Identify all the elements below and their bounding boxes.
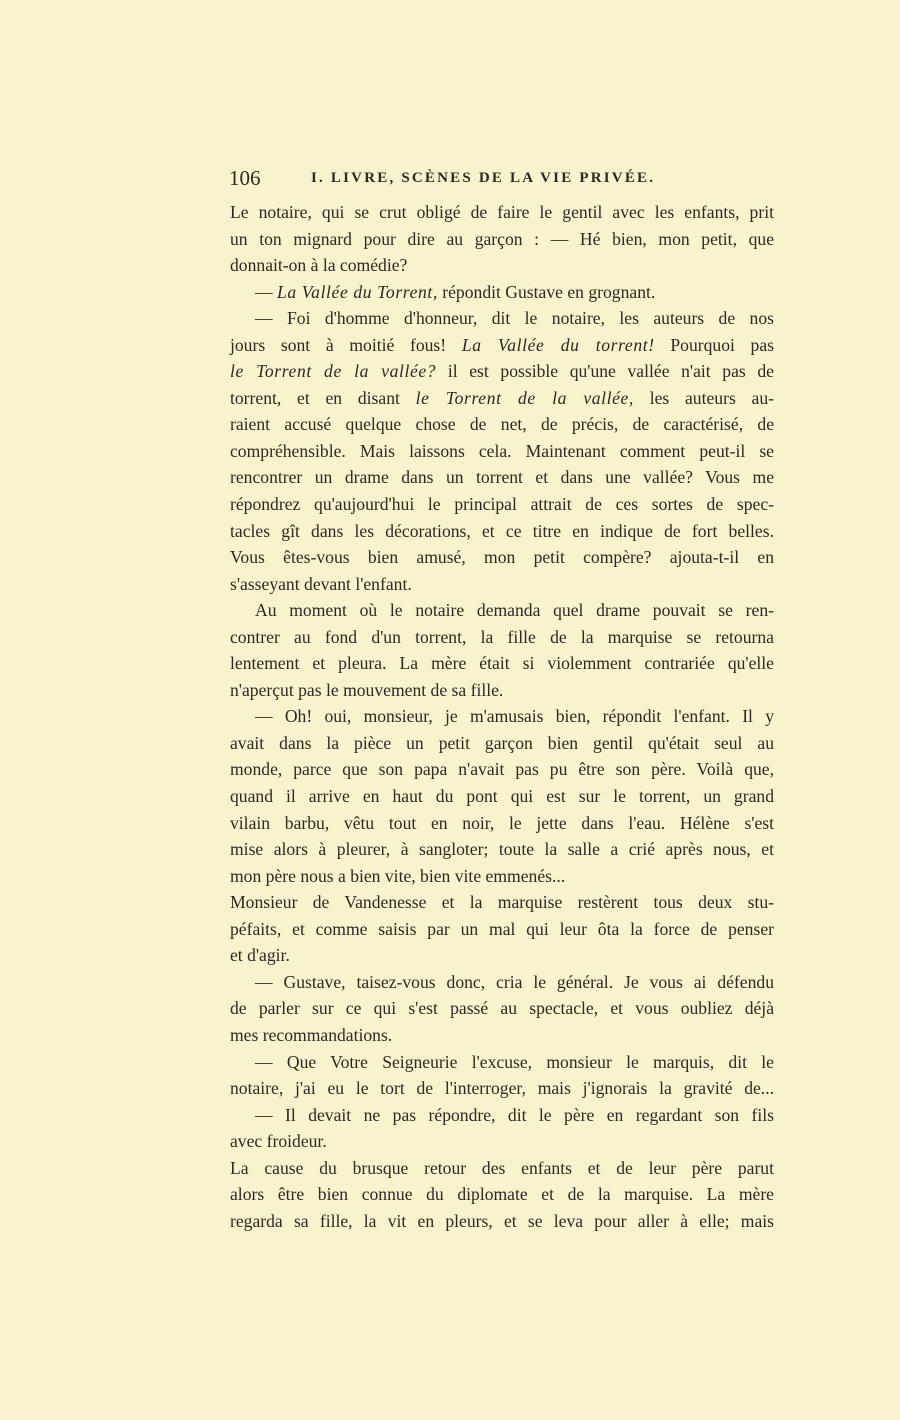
text-segment: monde, parce que son papa n'avait pas pu être son père. Voilà que, — [230, 759, 774, 780]
text-line — [230, 491, 774, 518]
italic-title-text: le Torrent de la vallée? — [230, 361, 437, 382]
text-line — [230, 624, 774, 651]
text-line — [230, 995, 774, 1022]
text-line — [230, 969, 774, 996]
text-segment: de parler sur ce qui s'est passé au spectacle, et vous oubliez déjà — [230, 998, 774, 1019]
text-line — [230, 385, 774, 412]
text-line — [230, 942, 774, 969]
italic-title-text: La Vallée du Torrent, — [277, 281, 438, 302]
text-line — [230, 1022, 774, 1049]
text-segment: et d'agir. — [230, 945, 290, 966]
text-segment: s'asseyant devant l'enfant. — [230, 573, 412, 594]
text-line — [230, 226, 774, 253]
text-line — [230, 1208, 774, 1235]
text-line — [230, 756, 774, 783]
text-line — [230, 518, 774, 545]
text-segment: torrent, et en disant — [230, 387, 416, 408]
text-segment: mise alors à pleurer, à sangloter; toute la salle a crié après nous, et — [230, 839, 774, 860]
text-segment: péfaits, et comme saisis par un mal qui leur ôta la force de penser — [230, 918, 774, 939]
text-segment: jours sont à moitié fous! — [230, 334, 462, 355]
text-segment: — Il devait ne pas répondre, dit le père en regardant son fils — [255, 1104, 774, 1125]
text-segment: contrer au fond d'un torrent, la fille de la marquise se retourna — [230, 626, 774, 647]
text-line — [230, 199, 774, 226]
text-segment: les auteurs au- — [633, 387, 775, 408]
text-segment: rencontrer un drame dans un torrent et dans une vallée? Vous me — [230, 467, 774, 488]
text-line — [230, 1102, 774, 1129]
text-segment: compréhensible. Mais laissons cela. Maintenant comment peut-il se — [230, 440, 774, 461]
text-line — [230, 438, 774, 465]
italic-title-text: La Vallée du torrent! — [461, 334, 655, 355]
text-segment: mes recommandations. — [230, 1024, 393, 1045]
page-number: 106 — [229, 166, 261, 190]
running-title: I. LIVRE, SCÈNES DE LA VIE PRIVÉE. — [311, 170, 656, 186]
text-segment: lentement et pleura. La mère était si violemment contrariée qu'elle — [230, 653, 774, 674]
text-segment: — Oh! oui, monsieur, je m'amusais bien, répondit l'enfant. Il y — [255, 706, 774, 727]
text-line — [230, 650, 774, 677]
text-segment: — Gustave, taisez-vous donc, cria le général. Je vous ai défendu — [255, 971, 774, 992]
text-segment: avec froideur. — [230, 1131, 327, 1152]
text-line — [230, 544, 774, 571]
text-line — [230, 783, 774, 810]
text-segment: — Que Votre Seigneurie l'excuse, monsieur le marquis, dit le — [255, 1051, 774, 1072]
text-line — [230, 703, 774, 730]
italic-title-text: le Torrent de la vallée, — [415, 387, 634, 408]
text-segment: alors être bien connue du diplomate et de la marquise. La mère — [230, 1184, 774, 1205]
text-line — [230, 730, 774, 757]
text-line — [230, 677, 774, 704]
text-segment: Pourquoi pas — [654, 334, 775, 355]
text-segment: — — [255, 281, 277, 302]
text-segment: quand il arrive en haut du pont qui est sur le torrent, un grand — [230, 786, 774, 807]
text-segment: notaire, j'ai eu le tort de l'interroger, mais j'ignorais la gravité de... — [230, 1078, 774, 1099]
text-segment: Vous êtes-vous bien amusé, mon petit compère? ajouta-t-il en — [230, 547, 774, 568]
text-segment: Monsieur de Vandenesse et la marquise restèrent tous deux stu- — [230, 892, 774, 913]
text-line — [230, 252, 774, 279]
text-segment: mon père nous a bien vite, bien vite emmenés... — [230, 865, 566, 886]
text-line — [230, 1181, 774, 1208]
text-line — [230, 332, 774, 359]
text-line — [230, 1075, 774, 1102]
text-segment: n'aperçut pas le mouvement de sa fille. — [230, 679, 504, 700]
text-line — [230, 810, 774, 837]
text-line — [230, 279, 774, 306]
text-line — [230, 1128, 774, 1155]
text-segment: Au moment où le notaire demanda quel drame pouvait se ren- — [255, 600, 774, 621]
text-segment: un ton mignard pour dire au garçon : — Hé bien, mon petit, que — [230, 228, 774, 249]
text-segment: avait dans la pièce un petit garçon bien gentil qu'était seul au — [230, 732, 774, 753]
text-segment: tacles gît dans les décorations, et ce titre en indique de fort belles. — [230, 520, 774, 541]
text-segment: répondit Gustave en grognant. — [437, 281, 656, 302]
text-segment: La cause du brusque retour des enfants et de leur père parut — [230, 1157, 774, 1178]
running-header — [229, 166, 774, 194]
text-segment: il est possible qu'une vallée n'ait pas de — [436, 361, 774, 382]
text-segment: — Foi d'homme d'honneur, dit le notaire, les auteurs de nos — [255, 308, 774, 329]
text-segment: donnait-on à la comédie? — [230, 255, 408, 276]
text-segment: raient accusé quelque chose de net, de précis, de caractérisé, de — [230, 414, 774, 435]
text-line — [230, 464, 774, 491]
text-segment: répondrez qu'aujourd'hui le principal attrait de ces sortes de spec- — [230, 494, 774, 515]
text-line — [230, 863, 774, 890]
text-line — [230, 571, 774, 598]
text-segment: regarda sa fille, la vit en pleurs, et se leva pour aller à elle; mais — [230, 1210, 774, 1231]
text-segment: Le notaire, qui se crut obligé de faire le gentil avec les enfants, prit — [230, 202, 774, 222]
text-line — [230, 1155, 774, 1182]
text-line — [230, 411, 774, 438]
text-segment: vilain barbu, vêtu tout en noir, le jette dans l'eau. Hélène s'est — [230, 812, 774, 833]
text-line — [230, 358, 774, 385]
text-line — [230, 597, 774, 624]
text-line — [230, 916, 774, 943]
text-line — [230, 836, 774, 863]
page-body-text — [230, 199, 774, 1234]
text-line — [230, 889, 774, 916]
text-line — [230, 305, 774, 332]
text-line — [230, 1049, 774, 1076]
